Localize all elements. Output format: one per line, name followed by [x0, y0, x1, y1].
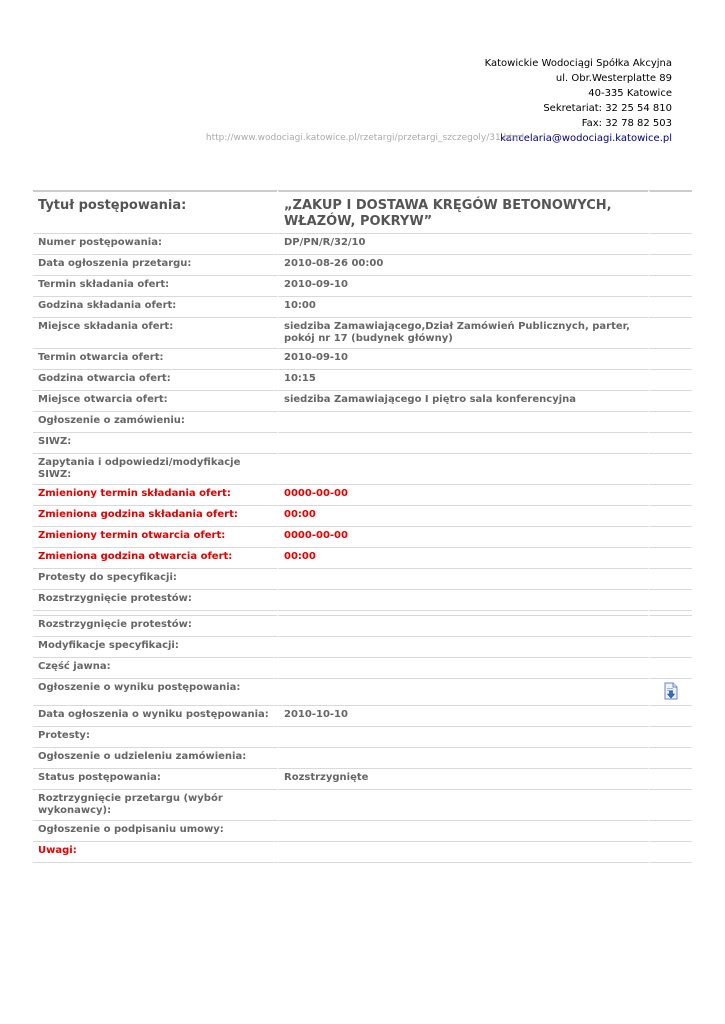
- row-value: 2010-08-26 00:00: [277, 255, 648, 276]
- row-label: Część jawna:: [33, 658, 277, 679]
- row-value: [277, 679, 648, 706]
- table-row: [33, 616, 692, 637]
- table-row: [33, 790, 692, 821]
- row-value: siedziba Zamawiającego I piętro sala konferencyjna: [277, 391, 648, 412]
- company-name: Katowickie Wodociągi Spółka Akcyjna: [484, 58, 672, 69]
- table-row: [33, 255, 692, 276]
- table-row: [33, 821, 692, 842]
- row-value: [277, 412, 648, 433]
- row-value: [277, 748, 648, 769]
- row-value: [277, 637, 648, 658]
- table-row: [33, 548, 692, 569]
- company-email-link[interactable]: kancelaria@wodociagi.katowice.pl: [500, 133, 672, 144]
- row-value: siedziba Zamawiającego,Dział Zamówień Publicznych, parter, pokój nr 17 (budynek główny): [277, 318, 648, 349]
- row-label: Numer postępowania:: [33, 234, 277, 255]
- row-value: [277, 658, 648, 679]
- row-label: Protesty do specyfikacji:: [33, 569, 277, 590]
- row-label: Miejsce otwarcia ofert:: [33, 391, 277, 412]
- row-label: Zmieniony termin otwarcia ofert:: [33, 527, 277, 548]
- download-document-icon[interactable]: [663, 682, 679, 700]
- row-label: Modyfikacje specyfikacji:: [33, 637, 277, 658]
- table-row: [33, 727, 692, 748]
- row-value: Rozstrzygnięte: [277, 769, 648, 790]
- table-row: [33, 842, 692, 863]
- row-label: Status postępowania:: [33, 769, 277, 790]
- row-value: [277, 569, 648, 590]
- table-row: [33, 349, 692, 370]
- row-label: Zmieniona godzina otwarcia ofert:: [33, 548, 277, 569]
- table-row: [33, 679, 692, 706]
- row-value: [277, 727, 648, 748]
- row-value: 2010-09-10: [277, 349, 648, 370]
- table-row: [33, 506, 692, 527]
- table-row: [33, 485, 692, 506]
- row-value: 2010-09-10: [277, 276, 648, 297]
- row-label: SIWZ:: [33, 433, 277, 454]
- row-value: [277, 616, 648, 637]
- table-row: [33, 590, 692, 611]
- table-row: [33, 412, 692, 433]
- table-row: [33, 433, 692, 454]
- row-label: Godzina otwarcia ofert:: [33, 370, 277, 391]
- row-label: Uwagi:: [33, 842, 277, 863]
- row-label: Godzina składania ofert:: [33, 297, 277, 318]
- company-street: ul. Obr.Westerplatte 89: [555, 73, 672, 84]
- company-phone: Sekretariat: 32 25 54 810: [543, 103, 672, 114]
- row-value: [277, 821, 648, 842]
- table-row: [33, 276, 692, 297]
- row-value: 2010-10-10: [277, 706, 648, 727]
- row-label: Rozstrzygnięcie protestów:: [33, 590, 277, 611]
- row-label: Data ogłoszenia przetargu:: [33, 255, 277, 276]
- page-url: http://www.wodociagi.katowice.pl/rzetargi/przetargi_szczegoly/31.html: [205, 133, 525, 143]
- row-label: Miejsce składania ofert:: [33, 318, 277, 349]
- row-value: [277, 590, 648, 611]
- download-cell: [648, 679, 692, 706]
- table-row: [33, 297, 692, 318]
- row-value: DP/PN/R/32/10: [277, 234, 648, 255]
- table-row: [33, 527, 692, 548]
- table-row: [33, 318, 692, 349]
- table-row: [33, 454, 692, 485]
- title-row: [33, 190, 692, 234]
- row-label: Roztrzygnięcie przetargu (wybór wykonawcy):: [33, 790, 277, 821]
- row-label: Zapytania i odpowiedzi/modyfikacje SIWZ:: [33, 454, 277, 485]
- table-row: [33, 234, 692, 255]
- row-value: [277, 790, 648, 821]
- table-row: [33, 748, 692, 769]
- row-label: Zmieniony termin składania ofert:: [33, 485, 277, 506]
- row-value: 0000-00-00: [277, 485, 648, 506]
- row-value: [277, 842, 648, 863]
- title-label: Tytuł postępowania:: [33, 190, 277, 234]
- row-label: Ogłoszenie o udzieleniu zamówienia:: [33, 748, 277, 769]
- row-label: Termin składania ofert:: [33, 276, 277, 297]
- row-value: 10:15: [277, 370, 648, 391]
- company-fax: Fax: 32 78 82 503: [581, 118, 672, 129]
- row-label: Zmieniona godzina składania ofert:: [33, 506, 277, 527]
- title-value: „ZAKUP I DOSTAWA KRĘGÓW BETONOWYCH, WŁAZÓW, POKRYW”: [277, 190, 648, 234]
- title-extra: [648, 190, 692, 234]
- row-value: 00:00: [277, 548, 648, 569]
- row-value: 0000-00-00: [277, 527, 648, 548]
- row-value: 10:00: [277, 297, 648, 318]
- row-label: Rozstrzygnięcie protestów:: [33, 616, 277, 637]
- table-row: [33, 706, 692, 727]
- row-value: [277, 454, 648, 485]
- row-label: Protesty:: [33, 727, 277, 748]
- row-value: 00:00: [277, 506, 648, 527]
- table-row: [33, 370, 692, 391]
- row-label: Data ogłoszenia o wyniku postępowania:: [33, 706, 277, 727]
- table-row: [33, 569, 692, 590]
- company-city: 40-335 Katowice: [588, 88, 672, 99]
- row-label: Ogłoszenie o wyniku postępowania:: [33, 679, 277, 706]
- table-row: [33, 391, 692, 412]
- row-label: Termin otwarcia ofert:: [33, 349, 277, 370]
- row-value: [277, 433, 648, 454]
- table-row: [33, 637, 692, 658]
- table-row: [33, 658, 692, 679]
- tender-details-table: [33, 190, 692, 863]
- table-row: [33, 769, 692, 790]
- row-label: Ogłoszenie o zamówieniu:: [33, 412, 277, 433]
- row-label: Ogłoszenie o podpisaniu umowy:: [33, 821, 277, 842]
